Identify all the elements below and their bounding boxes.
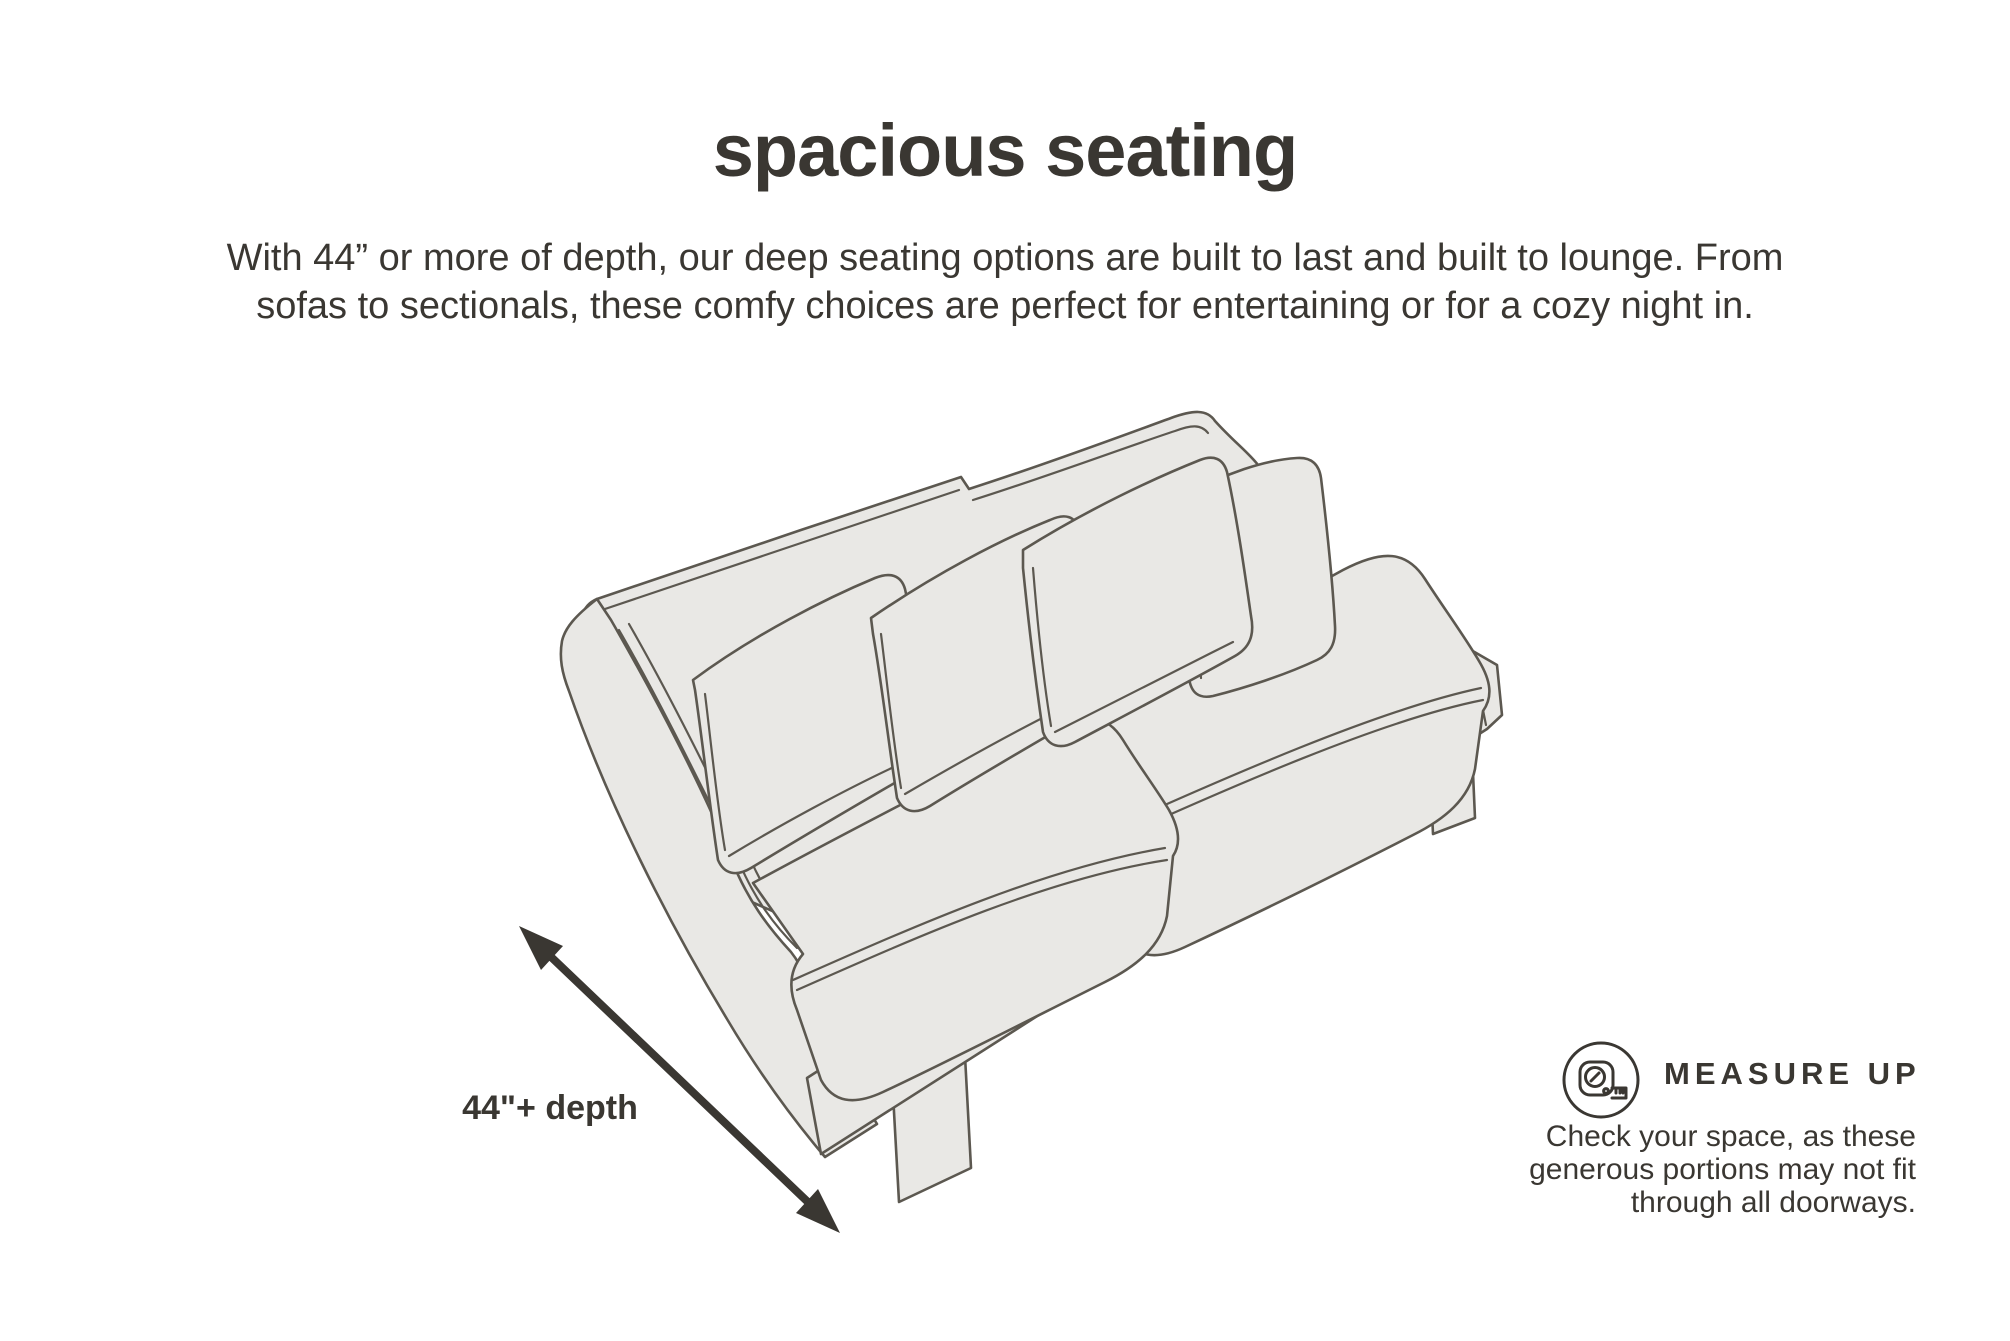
page-description bbox=[0, 234, 2010, 330]
measure-up-note bbox=[1396, 1120, 1916, 1219]
depth-arrow-wrap bbox=[490, 897, 870, 1267]
tape-measure-icon-wrap bbox=[1560, 1039, 1642, 1121]
description-line-1: With 44” or more of depth, our deep seating options are built to last and built to lounge. From bbox=[226, 237, 1784, 279]
note-line-2: generous portions may not fit bbox=[1529, 1153, 1916, 1186]
depth-arrow bbox=[490, 897, 870, 1267]
tape-measure-icon bbox=[1560, 1039, 1642, 1121]
depth-dimension-label: 44"+ depth bbox=[462, 1089, 638, 1127]
page-title: spacious seating bbox=[712, 109, 1298, 192]
description-line-2: sofas to sectionals, these comfy choices are perfect for entertaining or for a cozy night in. bbox=[256, 285, 1754, 327]
measure-up-heading: MEASURE UP bbox=[1664, 1056, 1921, 1091]
note-line-1: Check your space, as these bbox=[1545, 1120, 1916, 1153]
note-line-3: through all doorways. bbox=[1630, 1186, 1916, 1219]
